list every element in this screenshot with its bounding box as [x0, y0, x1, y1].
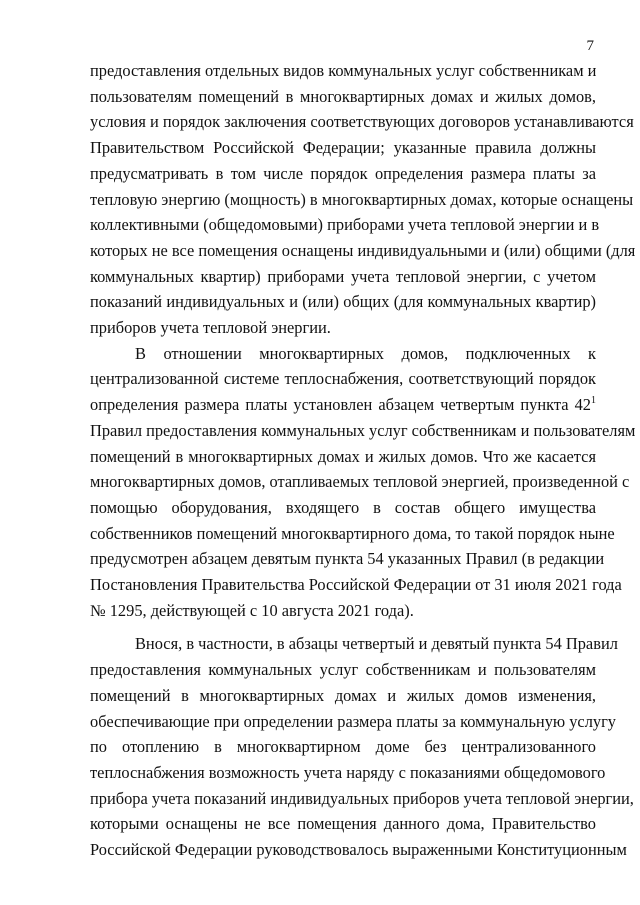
- text-line: условия и порядок заключения соответствующих договоров устанавливаются: [90, 112, 634, 132]
- footnote-superscript: 1: [591, 395, 596, 407]
- text-line: показаний индивидуальных и (или) общих (для коммунальных квартир): [90, 292, 596, 312]
- text-line: собственников помещений многоквартирного дома, то такой порядок ныне: [90, 523, 615, 543]
- text-line: приборов учета тепловой энергии.: [90, 318, 331, 338]
- text-line: многоквартирных домов, отапливаемых тепловой энергией, произведенной с: [90, 472, 630, 492]
- text-line: тепловую энергию (мощность) в многоквартирных домах, которые оснащены: [90, 189, 634, 209]
- text-line: коллективными (общедомовыми) приборами учета тепловой энергии и в: [90, 215, 600, 235]
- text-line: Правил предоставления коммунальных услуг собственникам и пользователям: [90, 420, 636, 440]
- text-line: предусмотрен абзацем девятым пункта 54 указанных Правил (в редакции: [90, 549, 605, 569]
- text-line: помещений в многоквартирных домах и жилых домов изменения,: [90, 685, 596, 705]
- text-line: обеспечивающие при определении размера платы за коммунальную услугу: [90, 711, 616, 731]
- text-line: Внося, в частности, в абзацы четвертый и девятый пункта 54 Правил: [135, 634, 618, 654]
- text-line-with-footnote: [90, 392, 596, 418]
- text-line: предусматривать в том числе порядок определения размера платы за: [90, 163, 596, 183]
- paragraph-1: [90, 58, 636, 341]
- text-line: пользователям помещений в многоквартирных домах и жилых домов,: [90, 86, 596, 106]
- text-line: В отношении многоквартирных домов, подключенных к: [135, 343, 596, 363]
- text-line: № 1295, действующей с 10 августа 2021 года).: [90, 600, 414, 620]
- text-line: Российской Федерации руководствовалось выраженными Конституционным: [90, 840, 627, 860]
- text-line: которыми оснащены не все помещения данного дома, Правительство: [90, 814, 596, 834]
- text-line: коммунальных квартир) приборами учета тепловой энергии, с учетом: [90, 266, 596, 286]
- paragraph-2: [90, 341, 636, 624]
- text-line: предоставления коммунальных услуг собственникам и пользователям: [90, 660, 596, 680]
- text-line-content: определения размера платы установлен абзацем четвертым пункта 42: [90, 395, 591, 415]
- paragraph-3: [90, 631, 634, 862]
- text-line: предоставления отдельных видов коммунальных услуг собственникам и: [90, 61, 597, 80]
- document-body: [90, 58, 636, 863]
- text-line: которых не все помещения оснащены индивидуальными и (или) общими (для: [90, 240, 636, 260]
- text-line: помощью оборудования, входящего в состав общего имущества: [90, 497, 596, 517]
- page-number: 7: [586, 38, 594, 54]
- text-line: теплоснабжения возможность учета наряду с показаниями общедомового: [90, 762, 606, 782]
- text-line: помещений в многоквартирных домах и жилых домов. Что же касается: [90, 446, 596, 466]
- text-line: по отоплению в многоквартирном доме без централизованного: [90, 737, 596, 757]
- text-line: Правительством Российской Федерации; указанные правила должны: [90, 138, 596, 158]
- text-line: прибора учета показаний индивидуальных приборов учета тепловой энергии,: [90, 788, 634, 808]
- text-line: централизованной системе теплоснабжения, соответствующий порядок: [90, 369, 596, 389]
- text-line: Постановления Правительства Российской Федерации от 31 июля 2021 года: [90, 575, 622, 595]
